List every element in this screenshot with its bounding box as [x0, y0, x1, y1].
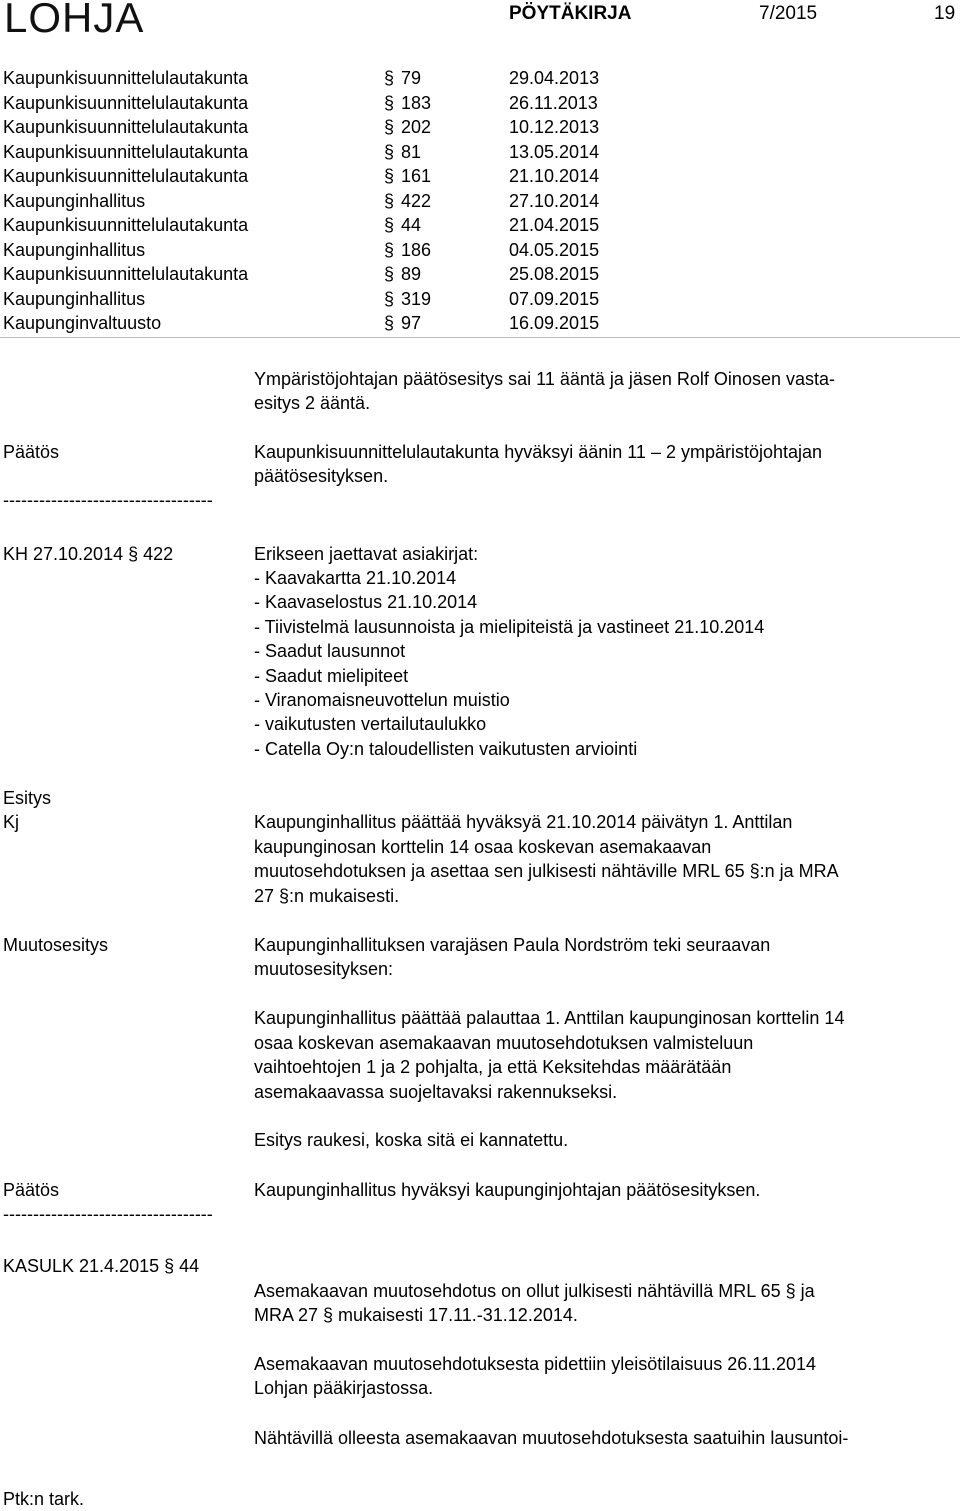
kh-attachment-item: - Tiivistelmä lausunnoista ja mielipiteistä ja vastineet 21.10.2014 [254, 616, 765, 637]
history-number: 422 [401, 190, 432, 211]
history-date: 27.10.2014 [509, 190, 600, 211]
esitys-label: Esitys [3, 788, 52, 808]
city-logo: LOHJA [4, 0, 145, 41]
history-date: 29.04.2013 [509, 68, 600, 88]
section-sign: § [384, 190, 395, 211]
kh-attachment-item: - Kaavakartta 21.10.2014 [254, 568, 457, 588]
kh-attachments-title: Erikseen jaettavat asiakirjat: [254, 544, 479, 564]
esitys-line: kaupunginosan korttelin 14 osaa koskevan asemakaavan [254, 836, 712, 857]
history-number: 202 [401, 117, 432, 137]
kh-attachment-item: - Catella Oy:n taloudellisten vaikutusten arviointi [254, 738, 638, 759]
history-date: 07.09.2015 [509, 288, 600, 309]
kh-attachment-item: - Viranomaisneuvottelun muistio [254, 690, 510, 710]
muutos-proposal-line: osaa koskevan asemakaavan muutosehdotuksen valmisteluun [254, 1032, 754, 1053]
kh-attachment-item: - Saadut mielipiteet [254, 665, 409, 686]
section-sign: § [384, 288, 395, 309]
history-body: Kaupunginhallitus [3, 239, 146, 260]
kh-attachment-item: - vaikutusten vertailutaulukko [254, 714, 487, 735]
muutos-intro-2: muutosesityksen: [254, 959, 394, 979]
history-number: 319 [401, 288, 432, 309]
muutos-proposal-line: vaihtoehtojen 1 ja 2 pohjalta, ja että Keksitehdas määrätään [254, 1057, 732, 1077]
muutos-proposal-line: asemakaavassa suojeltavaksi rakennukseksi. [254, 1081, 618, 1102]
history-number: 161 [401, 166, 432, 186]
history-body: Kaupunginvaltuusto [3, 313, 162, 333]
history-number: 44 [401, 215, 422, 235]
decision-line-2: päätösesityksen. [254, 466, 389, 486]
section-sign: § [128, 544, 139, 564]
history-date: 16.09.2015 [509, 313, 600, 333]
history-number: 89 [401, 264, 422, 284]
section-sign: § [384, 239, 395, 260]
kh-attachment-item: - Saadut lausunnot [254, 641, 406, 662]
history-body: Kaupunkisuunnittelulautakunta [3, 92, 249, 113]
history-number: 81 [401, 141, 422, 162]
history-number: 97 [401, 313, 422, 333]
separator-2: ----------------------------------- [3, 1204, 213, 1224]
history-body: Kaupunkisuunnittelulautakunta [3, 264, 249, 284]
decision2-text: Kaupunginhallitus hyväksyi kaupunginjohtajan päätösesityksen. [254, 1180, 761, 1200]
muutos-result: Esitys raukesi, koska sitä ei kannatettu. [254, 1130, 569, 1150]
history-body: Kaupunginhallitus [3, 288, 146, 309]
section-sign: § [384, 92, 395, 113]
footer-note: Ptk:n tark. [3, 1489, 85, 1509]
history-date: 13.05.2014 [509, 141, 600, 162]
kh-reference: KH 27.10.2014 § 422 [3, 544, 174, 564]
muutos-intro-1: Kaupunginhallituksen varajäsen Paula Nordström teki seuraavan [254, 935, 771, 955]
history-body: Kaupunkisuunnittelulautakunta [3, 141, 249, 162]
section-sign: § [384, 264, 395, 284]
esitys-line: muutosehdotuksen ja asettaa sen julkisesti nähtäville MRL 65 §:n ja MRA [254, 861, 839, 881]
section-sign: § [384, 215, 395, 235]
history-body: Kaupunkisuunnittelulautakunta [3, 215, 249, 235]
history-number: 183 [401, 92, 432, 113]
document-number: 7/2015 [759, 3, 818, 24]
history-date: 10.12.2013 [509, 117, 600, 137]
kh-attachment-item: - Kaavaselostus 21.10.2014 [254, 592, 478, 613]
history-date: 21.10.2014 [509, 166, 600, 186]
section-sign: § [384, 166, 395, 186]
history-number: 186 [401, 239, 432, 260]
esitys-line: Kaupunginhallitus päättää hyväksyä 21.10.2014 päivätyn 1. Anttilan [254, 812, 793, 832]
kasulk-p3: Nähtävillä olleesta asemakaavan muutosehdotuksesta saatuihin lausuntoi- [254, 1428, 849, 1448]
esitys-line: 27 §:n mukaisesti. [254, 885, 400, 906]
separator: ----------------------------------- [3, 490, 213, 510]
section-sign: § [384, 68, 395, 88]
history-number: 79 [401, 68, 422, 88]
history-date: 26.11.2013 [509, 92, 598, 113]
vote-line-2: esitys 2 ääntä. [254, 393, 371, 413]
muutos-proposal-line: Kaupunginhallitus päättää palauttaa 1. Anttilan kaupunginosan korttelin 14 [254, 1008, 845, 1028]
decision-label: Päätös [3, 442, 60, 462]
decision2-label: Päätös [3, 1180, 60, 1200]
decision-line-1: Kaupunkisuunnittelulautakunta hyväksyi äänin 11 – 2 ympäristöjohtajan [254, 442, 823, 462]
section-sign: § [384, 141, 395, 162]
kasulk-p2-1: Asemakaavan muutosehdotuksesta pidettiin yleisötilaisuus 26.11.2014 [254, 1354, 817, 1374]
history-body: Kaupunkisuunnittelulautakunta [3, 166, 249, 186]
history-body: Kaupunkisuunnittelulautakunta [3, 68, 249, 88]
history-body: Kaupunkisuunnittelulautakunta [3, 117, 249, 137]
section-sign: § [384, 117, 395, 137]
history-divider [0, 337, 960, 338]
section-sign: § [384, 313, 395, 333]
history-body: Kaupunginhallitus [3, 190, 146, 211]
page-number: 19 [934, 3, 956, 24]
section-sign: § [164, 1256, 175, 1276]
presenter-label: Kj [3, 812, 20, 832]
muutosesitys-label: Muutosesitys [3, 935, 109, 955]
kasulk-p2-2: Lohjan pääkirjastossa. [254, 1378, 434, 1398]
kasulk-p1-2: MRA 27 § mukaisesti 17.11.-31.12.2014. [254, 1305, 578, 1325]
document-type: PÖYTÄKIRJA [509, 3, 632, 24]
vote-line-1: Ympäristöjohtajan päätösesitys sai 11 ääntä ja jäsen Rolf Oinosen vasta- [254, 369, 835, 389]
history-date: 25.08.2015 [509, 264, 600, 284]
kasulk-reference: KASULK 21.4.2015 § 44 [3, 1256, 200, 1276]
history-date: 04.05.2015 [509, 239, 600, 260]
kasulk-p1-1: Asemakaavan muutosehdotus on ollut julkisesti nähtävillä MRL 65 § ja [254, 1281, 815, 1301]
history-date: 21.04.2015 [509, 215, 600, 235]
